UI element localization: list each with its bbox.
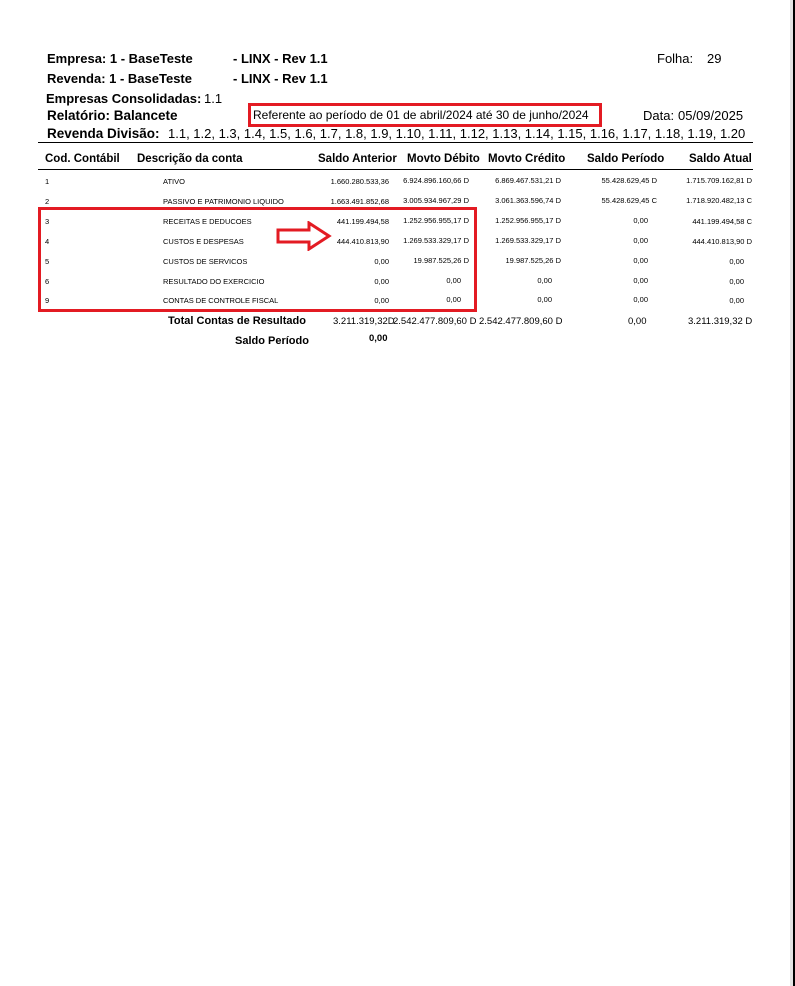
revenda-label: Revenda: 1 - (47, 71, 128, 86)
col-debito: Movto Débito (407, 153, 480, 165)
row-saldo-atual: 0,00 (729, 257, 744, 266)
folha-value: 29 (707, 51, 722, 66)
consolidadas-label: Empresas Consolidadas: (46, 91, 202, 106)
totals-saldo-atual-sign: D (745, 316, 753, 327)
row-saldo-anterior: 0,00 (374, 277, 389, 286)
row-credito: 3.061.363.596,74 D (495, 196, 561, 205)
row-cod: 3 (45, 217, 50, 226)
totals-saldo-anterior: 3.211.319,32D (333, 316, 395, 327)
row-credito: 0,00 (537, 295, 552, 304)
col-saldo-periodo: Saldo Período (587, 153, 665, 165)
totals-credito-sign: D (555, 316, 563, 327)
row-debito-sign: D (463, 176, 469, 185)
row-saldo-atual-sign: D (746, 237, 752, 246)
empresa-system: - LINX - Rev 1.1 (233, 51, 328, 66)
row-saldo-periodo: 0,00 (633, 256, 648, 265)
row-saldo-periodo: 0,00 (633, 216, 648, 225)
row-desc: CONTAS DE CONTROLE FISCAL (163, 296, 279, 305)
row-cod: 9 (45, 296, 50, 305)
col-credito: Movto Crédito (488, 153, 566, 165)
revenda-name: BaseTeste (127, 71, 192, 86)
row-debito-sign: D (463, 196, 469, 205)
row-credito-sign: D (555, 256, 561, 265)
row-cod: 5 (45, 257, 50, 266)
folha-label: Folha: (657, 51, 694, 66)
row-cod: 2 (45, 197, 50, 206)
row-saldo-periodo: 0,00 (633, 236, 648, 245)
row-credito: 19.987.525,26 D (505, 256, 561, 265)
row-saldo-periodo: 55.428.629,45 D (601, 176, 657, 185)
divisao-value: 1.1, 1.2, 1.3, 1.4, 1.5, 1.6, 1.7, 1.8, 1.9, 1.10, 1.11, 1.12, 1.13, 1.14, 1.15, 1.16, 1.17, 1.18, 1.19, 1.20 (168, 126, 746, 141)
row-saldo-atual-sign: C (746, 217, 752, 226)
col-saldo-atual: Saldo Atual (689, 153, 752, 165)
data-value: 05/09/2025 (678, 108, 744, 123)
row-saldo-atual: 0,00 (729, 277, 744, 286)
col-desc: Descrição da conta (137, 153, 243, 165)
row-saldo-anterior: 1.663.491.852,68 (330, 197, 389, 206)
totals-label: Total Contas de Resultado (168, 315, 306, 327)
row-debito-sign: D (463, 256, 469, 265)
row-debito: 1.269.533.329,17 D (403, 236, 469, 245)
row-saldo-anterior: 0,00 (374, 257, 389, 266)
totals-saldo-anterior-sign: D (387, 316, 395, 327)
row-saldo-periodo: 55.428.629,45 C (601, 196, 657, 205)
row-debito: 0,00 (446, 276, 461, 285)
row-debito: 3.005.934.967,29 D (403, 196, 469, 205)
totals-debito-sign: D (469, 316, 477, 327)
row-desc: RESULTADO DO EXERCICIO (163, 277, 265, 286)
row-desc: PASSIVO E PATRIMONIO LIQUIDO (163, 197, 284, 206)
row-credito-sign: D (555, 216, 561, 225)
row-debito: 1.252.956.955,17 D (403, 216, 469, 225)
col-saldo-anterior: Saldo Anterior (318, 153, 397, 165)
row-saldo-periodo: 0,00 (633, 276, 648, 285)
row-saldo-periodo: 0,00 (633, 295, 648, 304)
row-saldo-atual: 0,00 (729, 296, 744, 305)
totals-saldo-atual: 3.211.319,32 D (688, 316, 753, 327)
divisao-label: Revenda Divisão: (47, 126, 160, 141)
row-credito-sign: D (555, 196, 561, 205)
row-saldo-atual-sign: C (746, 196, 752, 205)
row-desc: ATIVO (163, 177, 185, 186)
totals-credito: 2.542.477.809,60 D (479, 316, 563, 327)
row-cod: 1 (45, 177, 50, 186)
row-desc: RECEITAS E DEDUCOES (163, 217, 252, 226)
col-cod: Cod. Contábil (45, 153, 120, 165)
revenda-system: - LINX - Rev 1.1 (233, 71, 328, 86)
relatorio-title: Relatório: Balancete (47, 108, 178, 123)
totals-debito: 2.542.477.809,60 D (393, 316, 477, 327)
row-saldo-atual: 1.718.920.482,13 C (686, 196, 752, 205)
row-credito: 6.869.467.531,21 D (495, 176, 561, 185)
row-credito-sign: D (555, 236, 561, 245)
row-saldo-atual: 441.199.494,58 C (692, 217, 752, 226)
saldo-periodo-value: 0,00 (369, 333, 388, 344)
row-saldo-atual-sign: D (746, 176, 752, 185)
totals-saldo-periodo: 0,00 (628, 316, 647, 327)
columns-rule (38, 169, 753, 170)
saldo-periodo-label: Saldo Período (235, 335, 309, 347)
empresa-line (47, 51, 193, 66)
row-credito: 0,00 (537, 276, 552, 285)
row-debito: 0,00 (446, 295, 461, 304)
empresa-name: BaseTeste (128, 51, 193, 66)
row-saldo-atual: 1.715.709.162,81 D (686, 176, 752, 185)
row-cod: 6 (45, 277, 50, 286)
row-credito-sign: D (555, 176, 561, 185)
row-debito: 6.924.896.160,66 D (403, 176, 469, 185)
consolidadas-value: 1.1 (204, 91, 223, 106)
row-saldo-periodo-sign: D (651, 176, 657, 185)
empresa-label: Empresa: 1 - (47, 51, 129, 66)
periodo-text: Referente ao período de 01 de abril/2024 até 30 de junho/2024 (253, 108, 589, 122)
row-cod: 4 (45, 237, 50, 246)
row-saldo-periodo-sign: C (651, 196, 657, 205)
row-saldo-anterior: 444.410.813,90 (336, 237, 389, 246)
revenda-line (47, 71, 192, 86)
result-accounts-highlight-box (38, 207, 477, 312)
row-saldo-atual: 444.410.813,90 D (692, 237, 752, 246)
row-debito-sign: D (463, 216, 469, 225)
row-debito-sign: D (463, 236, 469, 245)
row-saldo-anterior: 1.660.280.533,36 (330, 177, 389, 186)
row-saldo-anterior: 441.199.494,58 (336, 217, 389, 226)
row-debito: 19.987.525,26 D (413, 256, 469, 265)
arrow-right-icon (276, 221, 332, 251)
row-saldo-anterior: 0,00 (374, 296, 389, 305)
row-credito: 1.269.533.329,17 D (495, 236, 561, 245)
data-label: Data: (643, 108, 675, 123)
row-credito: 1.252.956.955,17 D (495, 216, 561, 225)
header-rule (38, 142, 753, 143)
row-desc: CUSTOS E DESPESAS (163, 237, 244, 246)
row-desc: CUSTOS DE SERVICOS (163, 257, 248, 266)
